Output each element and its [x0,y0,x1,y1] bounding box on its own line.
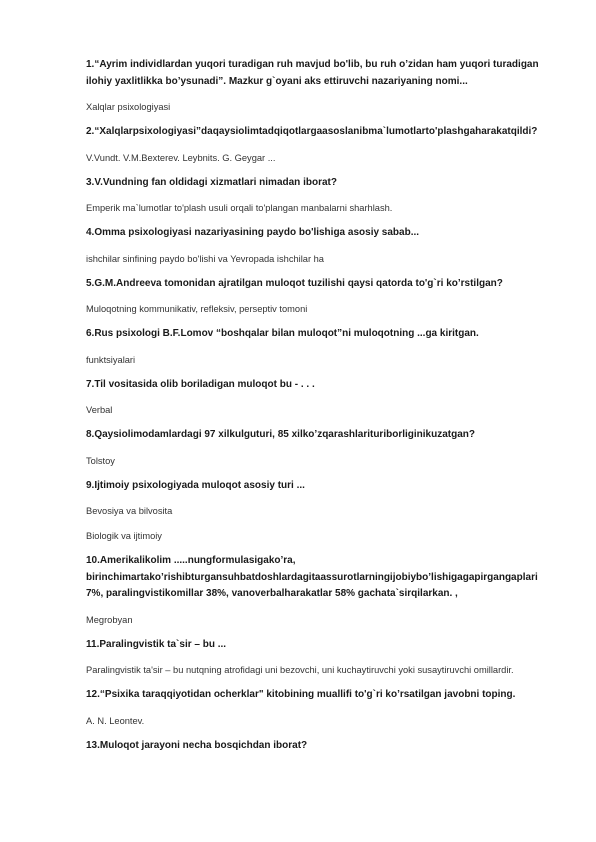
question-12: 12.“Psixika taraqqiyotidan ocherklar" kitobining muallifi to'g`ri ko’rsatilgan javobni toping. [86,689,516,700]
answer-11: Paralingvistik ta'sir – bu nutqning atrofidagi uni bezovchi, uni kuchaytiruvchi yoki susaytiruvchi omillardir. [86,665,514,675]
question-3: 3.V.Vundning fan oldidagi xizmatlari nimadan iborat? [86,176,337,188]
question-1: 1.“Ayrim individlardan yuqori turadigan ruh mavjud bo'lib, bu ruh o’zidan ham yuqori turadigan ilohiy yaxlitlikka bo’ysunadi”. Mazkur g`oyani aks ettiruvchi nazariyaning nomi... [86,59,539,87]
answer-7: Verbal [86,405,113,415]
answer-12: A. N. Leontev. [86,715,145,726]
question-10: 10.Amerikalikolim .....nungformulasigako’ra, birinchimartako’rishibturgansuhbatdoshlardagitaassurotlarningijobiybo’lishigagapirgangaplari 7%, paralingvistikomillar 38%, vanoverbalharakatlar 58% gachata`sirqilarkan. , [86,555,538,599]
answer-8: Tolstoy [86,455,115,466]
question-9: 9.Ijtimoiy psixologiyada muloqot asosiy turi ... [86,479,305,491]
question-7: 7.Til vositasida olib boriladigan muloqot bu - . . . [86,378,315,390]
answer-6: funktsiyalari [86,354,136,365]
question-8: 8.Qaysiolimodamlardagi 97 xilkulguturi, 85 xilko’zqarashlarituriborliginikuzatgan? [86,429,475,440]
answer-10: Megrobyan [86,614,133,625]
question-13: 13.Muloqot jarayoni necha bosqichdan iborat? [86,739,308,751]
document-body [86,57,556,763]
question-4: 4.Omma psixologiyasi nazariyasining paydo bo'lishiga asosiy sabab... [86,227,420,238]
answer-5: Muloqotning kommunikativ, refleksiv, perseptiv tomoni [86,304,308,314]
question-6: 6.Rus psixologi B.F.Lomov “boshqalar bilan muloqot”ni muloqotning ...ga kiritgan. [86,328,479,339]
answer-9a: Bevosiya va bilvosita [86,506,173,516]
answer-3: Emperik ma`lumotlar to'plash usuli orqali to'plangan manbalarni sharhlash. [86,203,393,213]
question-11: 11.Paralingvistik ta`sir – bu ... [86,638,227,650]
answer-9b: Biologik va ijtimoiy [86,531,162,541]
question-5: 5.G.M.Andreeva tomonidan ajratilgan muloqot tuzilishi qaysi qatorda to'g`ri ko’rstilgan? [86,277,503,289]
answer-2: V.Vundt. V.M.Bexterev. Leybnits. G. Geygar ... [86,152,276,163]
question-2: 2.“Xalqlarpsixologiyasi”daqaysiolimtadqiqotlargaasoslanibma`lumotlarto'plashgaharakatqildi? [86,126,538,137]
answer-1: Xalqlar psixologiyasi [86,102,171,112]
answer-4: ishchilar sinfining paydo bo'lishi va Yevropada ishchilar ha [86,253,324,264]
